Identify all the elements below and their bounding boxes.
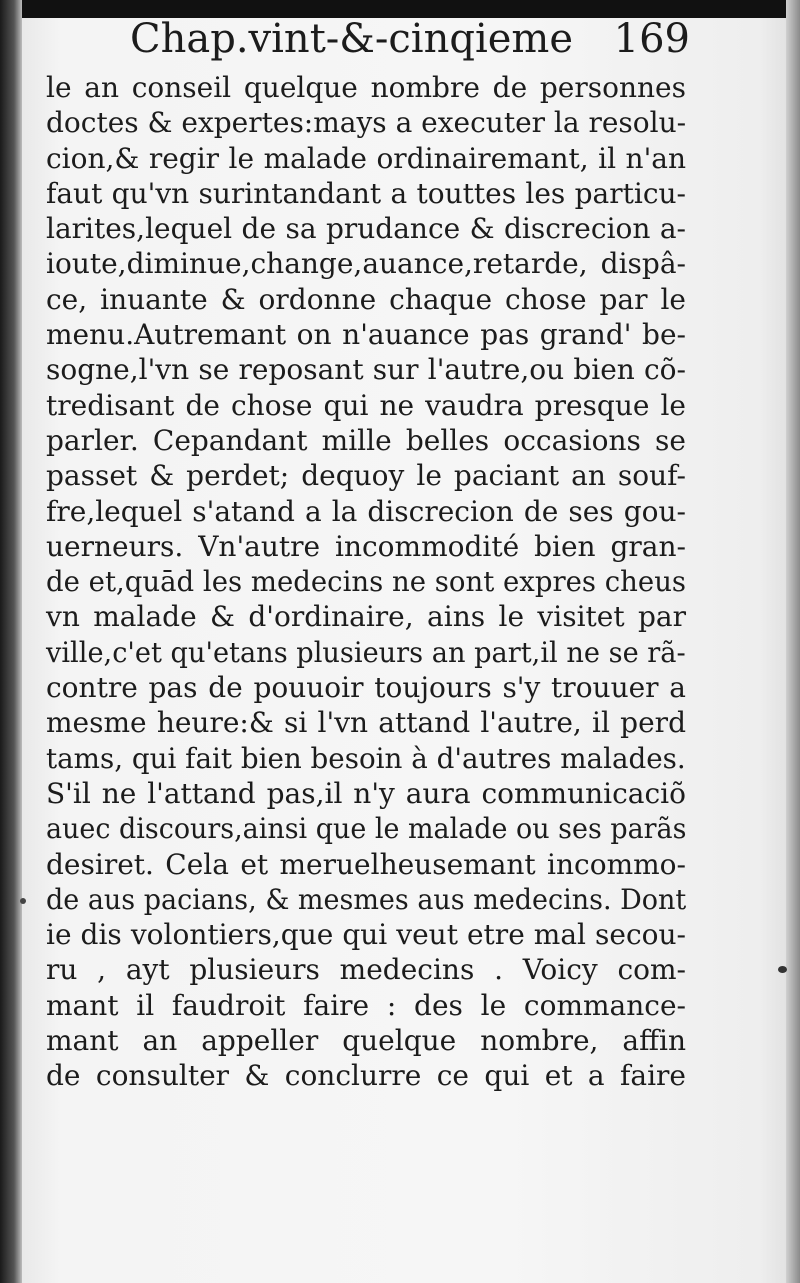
chapter-title: Chap.vint-&-cinqieme — [130, 16, 574, 62]
page-number: 169 — [613, 16, 690, 62]
text-line: fre,lequel s'atand a la discrecion de ses gou- — [46, 494, 686, 528]
text-line: desiret. Cela et meruelheusemant incommo- — [46, 847, 686, 881]
text-line: ie dis volontiers,que qui veut etre mal secou- — [46, 918, 686, 952]
text-line: ioute,diminue,change,auance,retarde, dispâ- — [46, 247, 686, 281]
text-line: de aus pacians, & mesmes aus medecins. Dont — [46, 882, 687, 916]
page-edge-shadow — [786, 0, 800, 1283]
text-line: mesme heure:& si l'vn attand l'autre, il perd — [46, 706, 686, 740]
body-text — [46, 70, 686, 1094]
text-line: S'il ne l'attand pas,il n'y aura communicaciõ — [46, 776, 686, 810]
text-line: parler. Cepandant mille belles occasions se — [46, 423, 686, 457]
text-line: ce, inuante & ordonne chaque chose par le — [46, 282, 686, 316]
text-line: le an conseil quelque nombre de personnes — [46, 71, 686, 104]
text-line: tams, qui fait bien besoin à d'autres malades. — [46, 741, 686, 775]
text-line: tredisant de chose qui ne vaudra presque le — [46, 388, 686, 422]
text-line: auec discours,ainsi que le malade ou ses parãs — [46, 812, 687, 846]
text-line: ville,c'et qu'etans plusieurs an part,il ne se rã- — [46, 635, 686, 669]
text-line: sogne,l'vn se reposant sur l'autre,ou bien cõ- — [46, 353, 686, 387]
text-line: doctes & expertes:mays a executer la resolu- — [46, 106, 687, 140]
page-gutter-shadow — [0, 0, 22, 1283]
text-line: larites,lequel de sa prudance & discrecion a- — [46, 212, 686, 246]
text-line: mant il faudroit faire : des le commance- — [46, 988, 686, 1022]
text-line: cion,& regir le malade ordinairemant, il n'an — [46, 141, 686, 175]
text-line: uerneurs. Vn'autre incommodité bien gran- — [46, 529, 686, 563]
text-line: ru , ayt plusieurs medecins . Voicy com- — [46, 953, 686, 987]
text-line: faut qu'vn surintandant a touttes les particu- — [46, 176, 686, 210]
running-header — [130, 16, 690, 72]
ink-speck — [20, 898, 26, 904]
text-line: vn malade & d'ordinaire, ains le visitet par — [46, 600, 686, 634]
ink-speck — [778, 966, 787, 973]
text-line: mant an appeller quelque nombre, affin — [46, 1024, 686, 1058]
text-line: passet & perdet; dequoy le paciant an souf- — [46, 459, 686, 493]
text-line: contre pas de pouuoir toujours s'y trouuer a — [46, 671, 686, 705]
text-line: menu.Autremant on n'auance pas grand' be- — [46, 318, 686, 352]
text-line: de consulter & conclurre ce qui et a faire — [46, 1059, 686, 1093]
text-line: de et,quād les medecins ne sont expres cheus — [46, 565, 687, 599]
